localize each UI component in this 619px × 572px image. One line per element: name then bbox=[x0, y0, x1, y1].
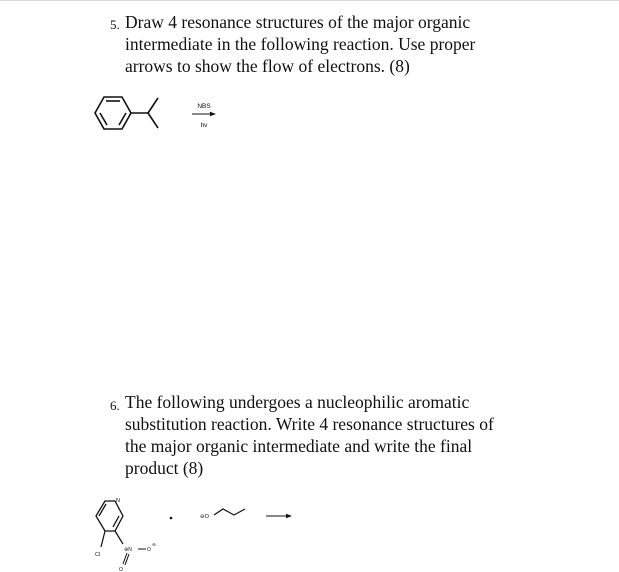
chloro-label: Cl bbox=[95, 552, 101, 558]
question-6-line-1: The following undergoes a nucleophilic aromatic bbox=[125, 392, 470, 412]
alkoxide-oxygen-label: ⊖O bbox=[200, 514, 209, 520]
pyridine-ring-structure bbox=[96, 501, 123, 531]
isopropyl-group-structure bbox=[131, 98, 158, 128]
reagent-hv-label: hv bbox=[200, 122, 208, 129]
question-6-line-3: the major organic intermediate and write the final bbox=[125, 436, 473, 456]
question-5-line-2: intermediate in the following reaction. Use proper bbox=[125, 34, 476, 54]
propyl-chain-structure bbox=[214, 509, 245, 515]
plus-dot-icon bbox=[170, 517, 173, 520]
ring-nitrogen-label: N bbox=[116, 498, 120, 504]
top-divider bbox=[0, 0, 619, 1]
nitro-nitrogen-label: ⊕N bbox=[124, 547, 132, 553]
reagent-nbs-label: NBS bbox=[197, 103, 211, 110]
question-5-number: 5. bbox=[110, 17, 120, 32]
nitro-charge-label: ⊖ bbox=[152, 542, 156, 547]
question-5-line-3: arrows to show the flow of electrons. (8) bbox=[125, 56, 410, 76]
question-5-text bbox=[125, 11, 475, 77]
nitro-oxygen-double-label: O bbox=[119, 567, 123, 572]
question-6-number: 6. bbox=[110, 398, 120, 413]
question-5-line-1: Draw 4 resonance structures of the major organic bbox=[125, 12, 471, 32]
question-6-line-4: product (8) bbox=[125, 458, 204, 478]
benzene-ring-structure bbox=[95, 97, 131, 129]
question-6-text bbox=[125, 391, 494, 479]
question-6-line-2: substitution reaction. Write 4 resonance structures of bbox=[125, 414, 494, 434]
question-6-reaction-scheme bbox=[85, 490, 300, 572]
question-5-reaction-scheme bbox=[80, 85, 250, 145]
nitro-oxygen-single-label: O bbox=[147, 547, 151, 553]
reaction-arrow-icon bbox=[192, 112, 216, 116]
reaction-arrow-2-icon bbox=[266, 514, 292, 518]
